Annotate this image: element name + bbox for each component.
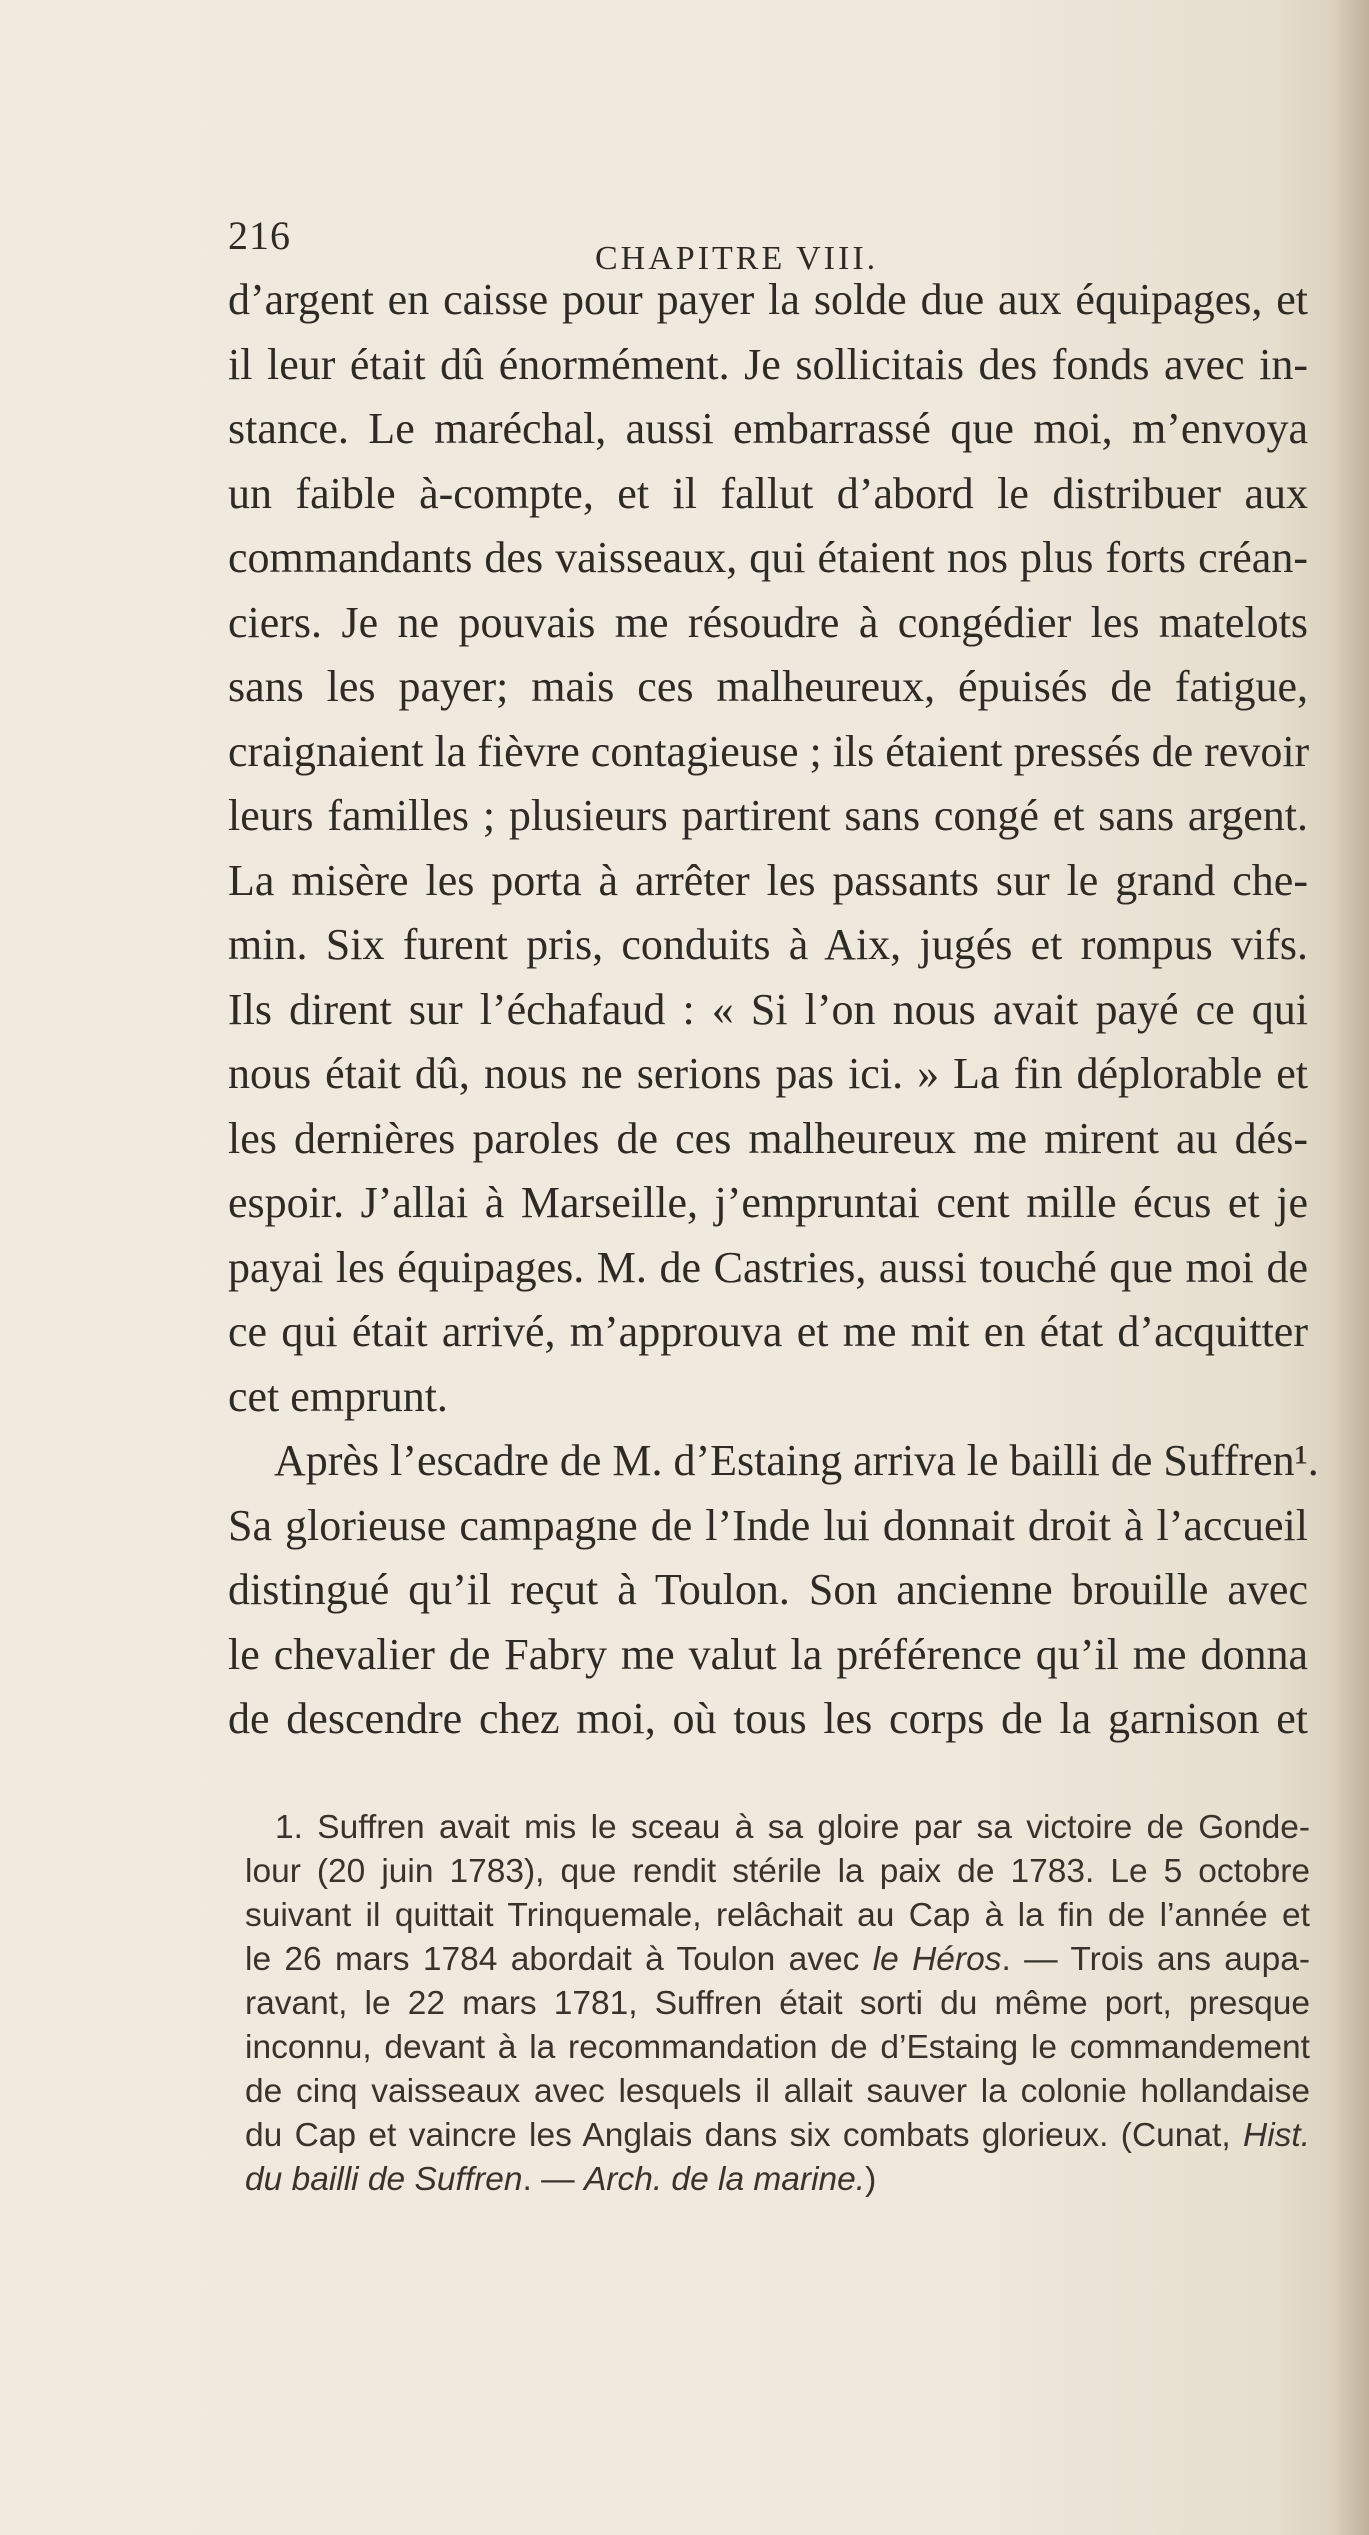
text-line: craignaient la fièvre contagieuse ; ils étaient pressés de revoir <box>228 726 1310 776</box>
text-line: les dernières paroles de ces malheureux me mirent au dés- <box>228 1113 1308 1163</box>
text-line: espoir. J’allai à Marseille, j’empruntai cent mille écus et je <box>228 1178 1308 1227</box>
text-line: cet emprunt. <box>228 1371 448 1421</box>
text-line: le chevalier de Fabry me valut la préférence qu’il me donna <box>228 1629 1308 1679</box>
text-line: distingué qu’il reçut à Toulon. Son ancienne brouille avec <box>228 1565 1308 1614</box>
footnote-text: ) <box>865 2161 877 2198</box>
footnote-line: de cinq vaisseaux avec lesquels il allait sauver la colonie hollandaise <box>245 2073 1310 2110</box>
text-line: stance. Le maréchal, aussi embarrassé que moi, m’envoya <box>228 404 1308 453</box>
footnote-line <box>245 2114 1310 2158</box>
footnote <box>245 1806 1310 2202</box>
page-number: 216 <box>228 213 291 258</box>
footnote-text: le 26 mars 1784 abordait à Toulon avec <box>245 1941 873 1978</box>
body-text <box>228 268 1319 1752</box>
citation-source: Arch. de la marine. <box>583 2161 866 2198</box>
footnote-line: inconnu, devant à la recommandation de d’Estaing le commandement <box>245 2029 1310 2066</box>
text-line: de descendre chez moi, où tous les corps de la garnison et <box>228 1694 1308 1743</box>
text-line: nous était dû, nous ne serions pas ici. » La fin déplorable et <box>228 1049 1308 1098</box>
text-line: il leur était dû énormément. Je sollicitais des fonds avec in- <box>228 339 1308 389</box>
text-line: d’argent en caisse pour payer la solde due aux équipages, et <box>228 275 1308 324</box>
text-line: un faible à-compte, et il fallut d’abord le distribuer aux <box>228 468 1308 518</box>
footnote-line <box>245 2158 1310 2202</box>
footnote-text: . — <box>522 2161 584 2198</box>
text-line: ciers. Je ne pouvais me résoudre à congédier les matelots <box>228 597 1308 647</box>
text-line: commandants des vaisseaux, qui étaient nos plus forts créan- <box>228 533 1308 582</box>
text-line: payai les équipages. M. de Castries, aussi touché que moi de <box>228 1242 1308 1292</box>
text-line: leurs familles ; plusieurs partirent sans congé et sans argent. <box>228 791 1308 840</box>
footnote-line <box>245 1938 1310 1982</box>
footnote-line: suivant il quittait Trinquemale, relâchait au Cap à la fin de l’année et <box>245 1897 1310 1934</box>
text-line: min. Six furent pris, conduits à Aix, jugés et rompus vifs. <box>228 920 1308 969</box>
footnote-text: . — Trois ans aupa- <box>1001 1941 1310 1978</box>
text-line: sans les payer; mais ces malheureux, épuisés de fatigue, <box>228 662 1308 711</box>
text-line: Ils dirent sur l’échafaud : « Si l’on nous avait payé ce qui <box>228 984 1308 1034</box>
text-line: ce qui était arrivé, m’approuva et me mit en état d’acquitter <box>228 1307 1308 1356</box>
footnote-line: 1. Suffren avait mis le sceau à sa gloire par sa victoire de Gonde- <box>275 1809 1310 1846</box>
citation-title: Hist. <box>1243 2117 1310 2154</box>
footnote-line: lour (20 juin 1783), que rendit stérile la paix de 1783. Le 5 octobre <box>245 1853 1310 1890</box>
citation-title: du bailli de Suffren <box>245 2161 523 2198</box>
running-head: CHAPITRE VIII. <box>595 240 879 277</box>
footnote-text: du Cap et vaincre les Anglais dans six combats glorieux. (Cunat, <box>245 2117 1243 2154</box>
paragraph-start-line: Après l’escadre de M. d’Estaing arriva le bailli de Suffren¹. <box>274 1436 1319 1485</box>
ship-name: le Héros <box>872 1941 1002 1978</box>
footnote-line: ravant, le 22 mars 1781, Suffren était sorti du même port, presque <box>245 1985 1310 2022</box>
text-line: La misère les porta à arrêter les passants sur le grand che- <box>228 855 1308 905</box>
spine-shadow <box>1333 0 1369 2535</box>
text-line: Sa glorieuse campagne de l’Inde lui donnait droit à l’accueil <box>228 1500 1308 1550</box>
